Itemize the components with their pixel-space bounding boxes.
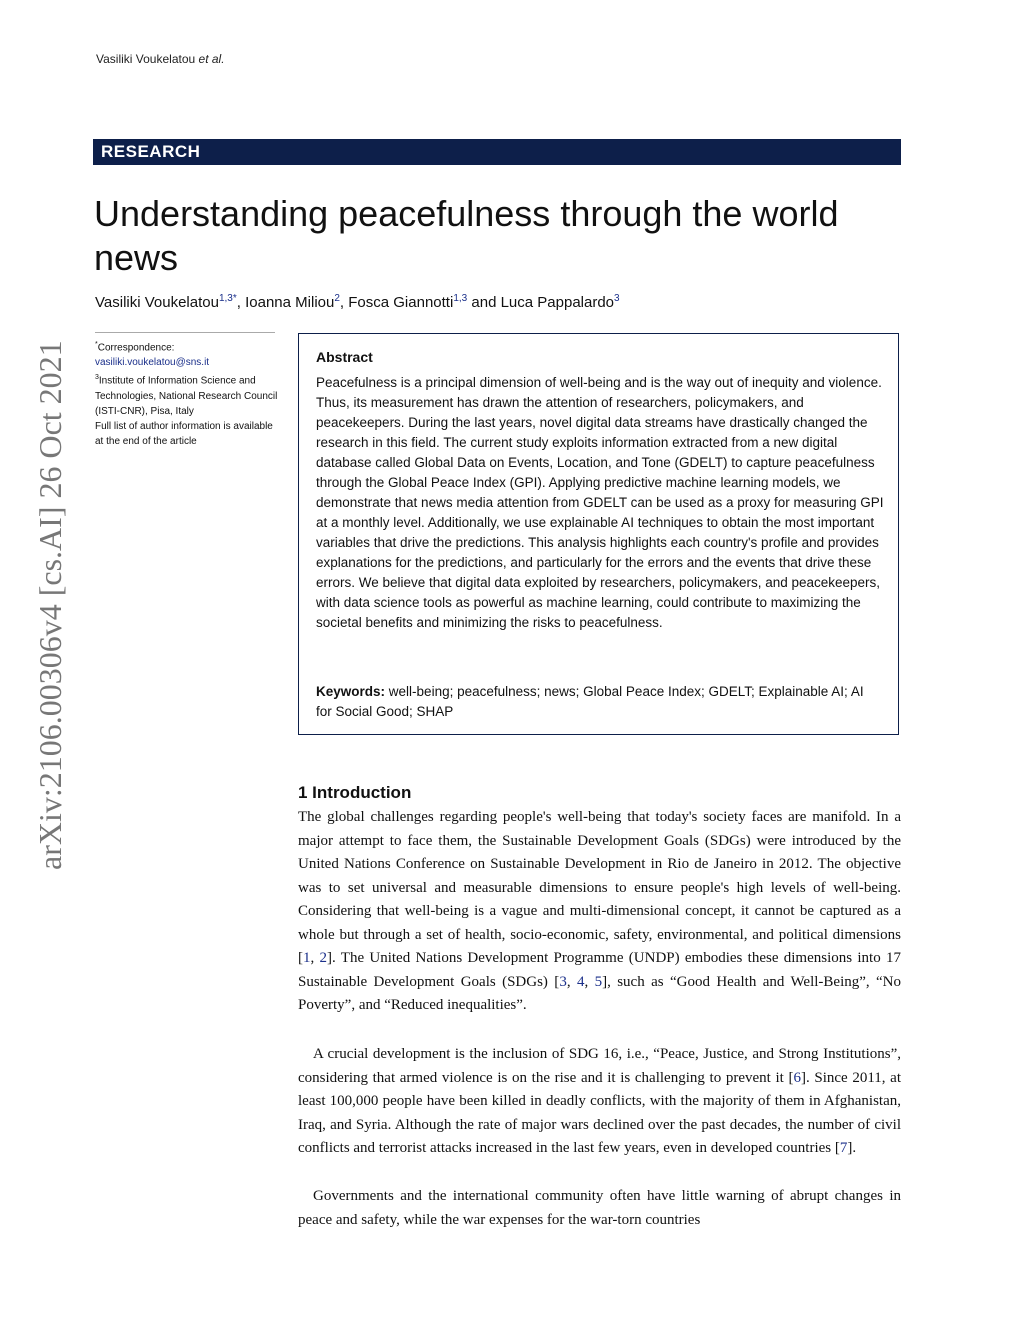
author-name: Vasiliki Voukelatou bbox=[95, 294, 219, 311]
abstract-text: Peacefulness is a principal dimension of well-being and is the way out of inequity and violence. Thus, its measurement has drawn the attention of researchers, policymakers, and peacekeepers. During the last years, novel digital data streams have drastically changed the research in this field. The current study exploits information extracted from a new digital database called Global Data on Events, Location, and Tone (GDELT) to capture peacefulness through the Global Peace Index (GPI). Applying predictive machine learning models, we demonstrate that news media attention from GDELT can be used as a proxy for measuring GPI at a monthly level. Additionally, we use explainable AI techniques to obtain the most important variables that drive the predictions. This analysis highlights each country's profile and provides explanations for the predictions, and particularly for the errors and the events that drive these errors. We believe that digital data exploited by researchers, policymakers, and peacekeepers, with data science tools as powerful as machine learning, could contribute to maximizing the societal benefits and minimizing the risks to peacefulness. bbox=[316, 375, 884, 630]
section-heading: 1 Introduction bbox=[298, 783, 412, 802]
citation-link[interactable]: 5 bbox=[594, 973, 603, 990]
email-link[interactable]: vasiliki.voukelatou@sns.it bbox=[95, 357, 210, 369]
author-name: Ioanna Miliou bbox=[245, 294, 335, 311]
author-name: Luca Pappalardo bbox=[500, 294, 615, 311]
author-name: Fosca Giannotti bbox=[348, 294, 454, 311]
affiliation: $^3$Institute of Information Science and Technologies, National Research Council (ISTI-CNR), Pisa, Italy bbox=[95, 374, 278, 417]
running-head-author: Vasiliki Voukelatou bbox=[96, 52, 196, 66]
section-tag: RESEARCH bbox=[101, 142, 201, 161]
citation-link[interactable]: 2 bbox=[319, 950, 328, 966]
intro-paragraph-1: The global challenges regarding people's well-being that today's society faces are manifold. In a major attempt to face them, the Sustainable Development Goals (SDGs) were introduced by the United Nations Conference on Sustainable Development in Rio de Janeiro in 2012. The objective was to set universal and measurable dimensions to ensure people's high levels of well-being. Considering that well-being is a vague and multi-dimensional concept, it cannot be captured as a whole but through a set of health, socio-economic, safety, environmental, and political dimensions [1, 2]. The United Nations Development Programme (UNDP) embodies these dimensions into 17 Sustainable Development Goals (SDGs) [3, 4, 5], such as “Good Health and Well-Being”, “No Poverty”, and “Reduced inequalities”. bbox=[298, 809, 902, 1013]
citation-link[interactable]: 4 bbox=[576, 973, 585, 990]
arxiv-stamp: arXiv:2106.00306v4 [cs.AI] 26 Oct 2021 bbox=[32, 340, 68, 870]
author-list: Vasiliki Voukelatou$^{1,3*}$, Ioanna Miliou$^2$, Fosca Giannotti$^{1,3}$ and Luca Pappalardo$^3$ bbox=[95, 293, 620, 311]
citation-link[interactable]: 3 bbox=[559, 973, 567, 990]
keywords-label: Keywords: bbox=[316, 684, 386, 699]
correspondence: *Correspondence: bbox=[95, 341, 175, 354]
abstract-heading: Abstract bbox=[316, 349, 373, 365]
keywords bbox=[316, 682, 876, 722]
citation-link[interactable]: 6 bbox=[793, 1069, 801, 1086]
author-affil: 1,3 bbox=[453, 293, 468, 304]
citation-link[interactable]: 7 bbox=[839, 1140, 848, 1156]
author-affil: 3 bbox=[614, 293, 620, 304]
author-info-note: Full list of author information is available at the end of the article bbox=[95, 420, 273, 447]
author-affil: 2 bbox=[334, 293, 340, 304]
paper-title: Understanding peacefulness through the world news bbox=[94, 193, 839, 278]
running-head bbox=[96, 52, 225, 66]
citation-link[interactable]: 1 bbox=[303, 950, 311, 966]
author-affil: 1,3* bbox=[218, 293, 237, 304]
intro-paragraph-3: Governments and the international community often have little warning of abrupt changes in peace and safety, while the war expenses for the war-torn countries bbox=[298, 1188, 901, 1228]
sidenote bbox=[95, 337, 280, 449]
section-tag-bar bbox=[93, 139, 901, 165]
abstract-box bbox=[298, 333, 899, 735]
keywords-list: well-being; peacefulness; news; Global Peace Index; GDELT; Explainable AI; AI for Social Good; SHAP bbox=[316, 684, 864, 719]
sidenote-rule bbox=[95, 332, 275, 333]
running-head-etal: et al. bbox=[198, 52, 225, 66]
intro-paragraph-2: A crucial development is the inclusion of SDG 16, i.e., “Peace, Justice, and Strong Institutions”, considering that armed violence is on the rise and it is challenging to prevent it [6]. Since 2011, at least 100,000 people have been killed in deadly conflicts, with the majority of them in Afghanistan, Iraq, and Syria. Although the rate of major wars declined over the past decades, the number of civil conflicts and terrorist attacks increased in the last few years, even in developed countries [7]. bbox=[298, 1046, 901, 1156]
